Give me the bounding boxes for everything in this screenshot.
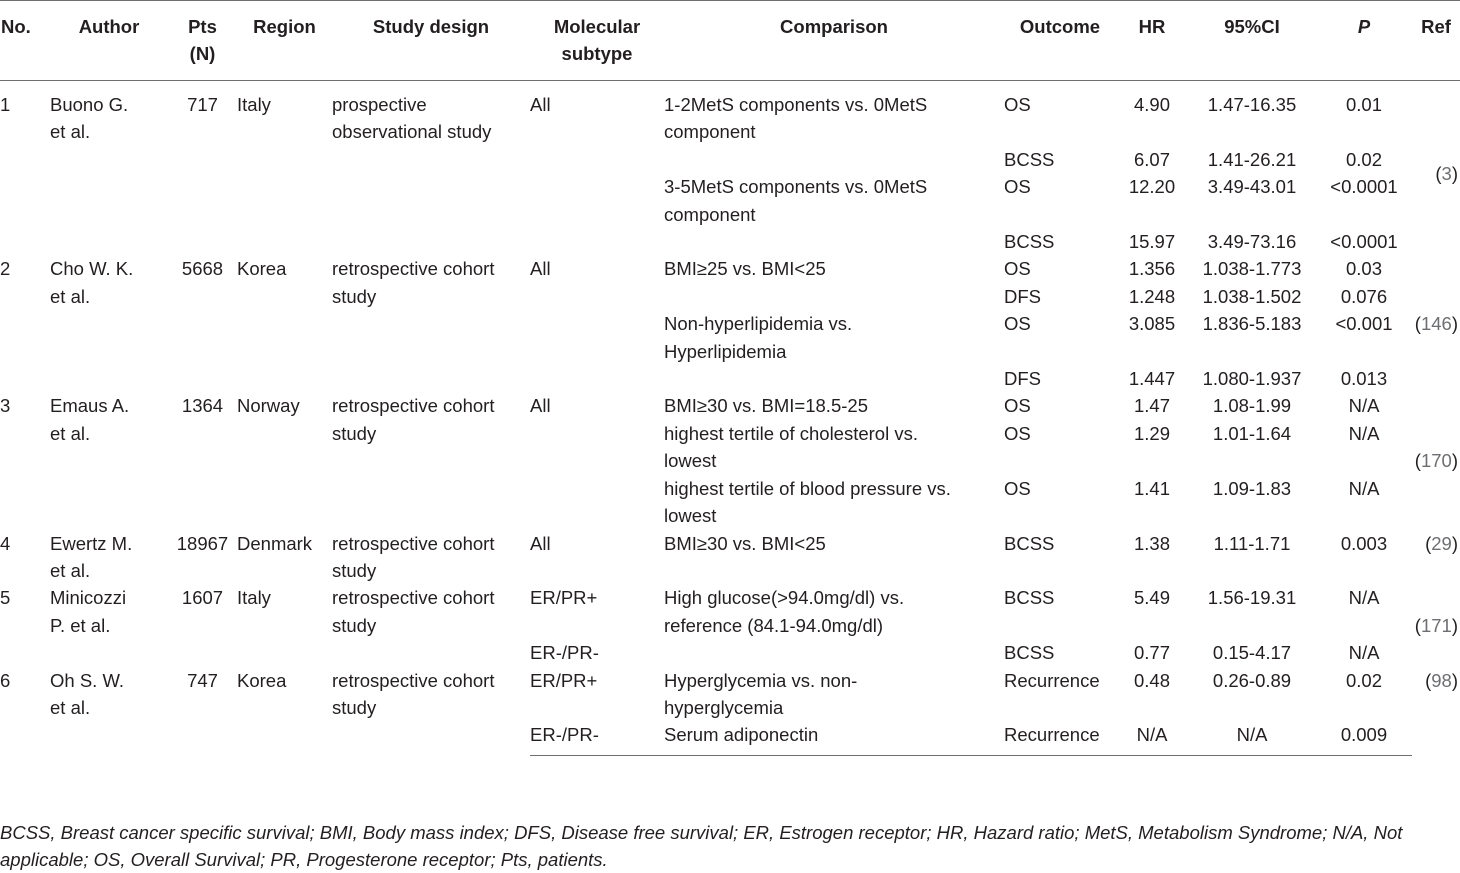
table-row (0, 81, 1460, 146)
study-region: Italy (237, 587, 271, 609)
study-author (50, 392, 168, 529)
molecular-subtype (530, 365, 664, 392)
comparison-line1: High glucose(>94.0mg/dl) vs. (664, 587, 905, 609)
study-no: 1 (0, 94, 11, 115)
confidence-interval: 1.038-1.773 (1202, 258, 1302, 280)
comparison (664, 667, 1004, 722)
header-study-design: Study design (332, 1, 530, 81)
molecular-subtype: All (530, 395, 551, 417)
comparison-line2: component (664, 203, 756, 225)
molecular-subtype (530, 173, 664, 228)
outcome: BCSS (1004, 642, 1055, 664)
study-author-line2: et al. (50, 422, 91, 444)
study-design (332, 584, 530, 666)
comparison-line1: highest tertile of cholesterol vs. (664, 422, 918, 444)
hazard-ratio: 1.47 (1133, 395, 1170, 417)
hazard-ratio: 0.48 (1133, 669, 1170, 691)
outcome: DFS (1004, 368, 1041, 390)
confidence-interval: 0.15-4.17 (1212, 642, 1292, 664)
study-pts: 5668 (181, 258, 224, 280)
reference-number[interactable]: 170 (1420, 450, 1452, 472)
outcome: BCSS (1004, 148, 1055, 170)
study-author (50, 81, 168, 256)
comparison-line2: lowest (664, 505, 717, 527)
reference-number[interactable]: 29 (1431, 532, 1452, 554)
outcome: BCSS (1004, 231, 1055, 253)
comparison-line1: BMI≥25 vs. BMI<25 (664, 258, 826, 280)
comparison-line2: lowest (664, 450, 717, 472)
header-ci: 95%CI (1188, 1, 1316, 81)
header-pts-line2: (N) (189, 43, 216, 64)
molecular-subtype (530, 420, 664, 475)
confidence-interval: 1.836-5.183 (1202, 313, 1302, 335)
table-row (0, 255, 1460, 282)
ref-open-paren: ( (1425, 669, 1432, 691)
study-no: 2 (0, 258, 11, 280)
study-author-line1: Minicozzi (50, 587, 127, 609)
study-pts: 1607 (181, 587, 224, 609)
comparison-line1: BMI≥30 vs. BMI<25 (664, 532, 826, 554)
reference (1412, 530, 1460, 585)
study-design-line2: study (332, 285, 377, 307)
header-pts (168, 1, 237, 81)
study-design (332, 392, 530, 529)
confidence-interval: 0.26-0.89 (1212, 669, 1292, 691)
p-value: 0.003 (1340, 532, 1388, 554)
reference (1412, 81, 1460, 256)
molecular-subtype: All (530, 94, 551, 115)
header-region: Region (237, 1, 332, 81)
study-design-line1: prospective (332, 94, 427, 115)
confidence-interval: 1.080-1.937 (1202, 368, 1302, 390)
p-value: <0.0001 (1330, 231, 1398, 253)
study-author (50, 530, 168, 585)
outcome: BCSS (1004, 587, 1055, 609)
hazard-ratio: N/A (1116, 721, 1188, 755)
ref-close-paren: ) (1451, 450, 1458, 472)
reference-number[interactable]: 98 (1431, 669, 1452, 691)
reference (1412, 255, 1460, 392)
outcome: OS (1004, 313, 1031, 335)
table-row (0, 530, 1460, 585)
study-design-line2: study (332, 696, 377, 718)
molecular-subtype: All (530, 258, 551, 280)
table-body (0, 81, 1460, 756)
p-value: N/A (1348, 422, 1380, 444)
header-comparison: Comparison (664, 1, 1004, 81)
study-region: Korea (237, 669, 287, 691)
ref-close-paren: ) (1451, 669, 1458, 691)
comparison (664, 584, 1004, 639)
study-no: 4 (0, 532, 11, 554)
outcome: OS (1004, 395, 1031, 417)
header-pts-line1: Pts (188, 16, 217, 37)
study-design (332, 667, 530, 756)
study-design-line1: retrospective cohort (332, 258, 495, 280)
confidence-interval: 1.11-1.71 (1213, 532, 1291, 554)
header-molecular-subtype (530, 1, 664, 81)
study-pts: 717 (187, 94, 218, 115)
outcome: Recurrence (1004, 669, 1100, 691)
comparison (664, 173, 1004, 228)
hazard-ratio: 0.77 (1133, 642, 1170, 664)
ref-close-paren: ) (1451, 532, 1458, 554)
comparison-line2: reference (84.1-94.0mg/dl) (664, 614, 884, 636)
header-outcome: Outcome (1004, 1, 1116, 81)
hazard-ratio: 1.29 (1133, 422, 1170, 444)
confidence-interval: 1.01-1.64 (1212, 422, 1292, 444)
study-design-line1: retrospective cohort (332, 669, 495, 691)
outcome: OS (1004, 94, 1031, 115)
p-value: N/A (1348, 477, 1380, 499)
outcome: OS (1004, 477, 1031, 499)
comparison-line1: 1-2MetS components vs. 0MetS (664, 94, 928, 115)
comparison-line1: highest tertile of blood pressure vs. (664, 477, 951, 499)
ref-open-paren: ( (1414, 614, 1421, 636)
study-region: Denmark (237, 532, 313, 554)
comparison (664, 639, 1004, 666)
hazard-ratio: 15.97 (1128, 231, 1176, 253)
outcome: DFS (1004, 285, 1041, 307)
study-author-line1: Ewertz M. (50, 532, 133, 554)
header-no: No. (0, 1, 50, 81)
study-no: 5 (0, 587, 11, 609)
study-no: 6 (0, 669, 11, 691)
study-author-line2: et al. (50, 285, 91, 307)
study-region: Italy (237, 94, 271, 115)
comparison-line1: Serum adiponectin (664, 724, 819, 746)
confidence-interval: 3.49-73.16 (1207, 231, 1297, 253)
outcome: Recurrence (1004, 721, 1116, 755)
study-no: 3 (0, 395, 11, 417)
comparison-line1: BMI≥30 vs. BMI=18.5-25 (664, 395, 868, 417)
reference-number[interactable]: 146 (1420, 313, 1452, 335)
molecular-subtype (530, 310, 664, 365)
study-pts: 747 (187, 669, 218, 691)
comparison (664, 81, 1004, 146)
comparison-line2: hyperglycemia (664, 696, 784, 718)
hazard-ratio: 5.49 (1133, 587, 1170, 609)
hazard-ratio: 1.41 (1133, 477, 1170, 499)
study-pts: 18967 (176, 532, 229, 554)
study-design (332, 81, 530, 256)
comparison (664, 310, 1004, 365)
p-value: 0.02 (1345, 148, 1382, 170)
molecular-subtype (530, 146, 664, 173)
comparison (664, 365, 1004, 392)
hazard-ratio: 1.38 (1133, 532, 1170, 554)
study-author-line2: et al. (50, 559, 91, 581)
study-design-line2: study (332, 559, 377, 581)
molecular-subtype: ER-/PR- (530, 642, 599, 664)
comparison-line1: Hyperglycemia vs. non- (664, 669, 858, 691)
p-value: 0.02 (1345, 669, 1382, 691)
table-header (0, 1, 1460, 81)
p-value: 0.076 (1340, 285, 1388, 307)
reference (1412, 392, 1460, 529)
reference-number[interactable]: 171 (1420, 614, 1452, 636)
confidence-interval: 1.41-26.21 (1207, 148, 1297, 170)
study-design-line1: retrospective cohort (332, 395, 495, 417)
study-author-line1: Emaus A. (50, 395, 130, 417)
ref-open-paren: ( (1435, 162, 1442, 184)
confidence-interval: 1.56-19.31 (1207, 587, 1297, 609)
comparison-line1: Non-hyperlipidemia vs. (664, 313, 853, 335)
confidence-interval: 1.47-16.35 (1207, 94, 1297, 115)
p-value: N/A (1348, 587, 1380, 609)
study-region: Norway (237, 395, 300, 417)
study-author-line1: Buono G. (50, 94, 129, 115)
study-author-line1: Cho W. K. (50, 258, 134, 280)
study-design-line2: study (332, 614, 377, 636)
study-design-line1: retrospective cohort (332, 587, 495, 609)
molecular-subtype: ER-/PR- (530, 721, 664, 755)
study-author (50, 584, 168, 666)
study-author-line1: Oh S. W. (50, 669, 125, 691)
study-design (332, 530, 530, 585)
study-design-line2: observational study (332, 121, 492, 143)
study-author (50, 667, 168, 756)
table-row (0, 584, 1460, 639)
reference (1412, 667, 1460, 756)
study-author-line2: et al. (50, 121, 91, 143)
p-value: 0.009 (1316, 721, 1412, 755)
outcome: OS (1004, 422, 1031, 444)
confidence-interval: N/A (1188, 721, 1316, 755)
p-value: <0.001 (1335, 313, 1393, 335)
study-author-line2: P. et al. (50, 614, 111, 636)
outcome: BCSS (1004, 532, 1055, 554)
study-author-line2: et al. (50, 696, 91, 718)
comparison (664, 530, 1004, 585)
molecular-subtype: ER/PR+ (530, 587, 598, 609)
header-p-value: P (1316, 1, 1412, 81)
header-author: Author (50, 1, 168, 81)
outcome: OS (1004, 176, 1031, 198)
header-hr: HR (1116, 1, 1188, 81)
p-value: N/A (1348, 642, 1380, 664)
hazard-ratio: 12.20 (1128, 176, 1176, 198)
hazard-ratio: 4.90 (1133, 94, 1170, 115)
confidence-interval: 3.49-43.01 (1207, 176, 1297, 198)
comparison-line2: Hyperlipidemia (664, 340, 787, 362)
ref-close-paren: ) (1451, 162, 1458, 184)
reference-number[interactable]: 3 (1441, 162, 1452, 184)
molecular-subtype: ER/PR+ (530, 669, 598, 691)
outcome: OS (1004, 258, 1031, 280)
comparison-line2: component (664, 121, 756, 143)
comparison (664, 146, 1004, 173)
molecular-subtype (530, 228, 664, 255)
table-footnote: BCSS, Breast cancer specific survival; BMI, Body mass index; DFS, Disease free survival; ER, Estrogen receptor; HR, Hazard ratio; MetS, Metabolism Syndrome; N/A, Not applicable; OS, Overall Survival; PR, Progesterone receptor; Pts, patients. (0, 822, 1403, 870)
confidence-interval: 1.08-1.99 (1212, 395, 1292, 417)
hazard-ratio: 1.248 (1128, 285, 1176, 307)
study-design (332, 255, 530, 392)
comparison (664, 228, 1004, 255)
ref-open-paren: ( (1425, 532, 1432, 554)
p-value: 0.03 (1345, 258, 1382, 280)
study-design-line1: retrospective cohort (332, 532, 495, 554)
comparison (664, 255, 1004, 282)
comparison (664, 721, 1004, 755)
hazard-ratio: 1.356 (1128, 258, 1176, 280)
p-value: N/A (1348, 395, 1380, 417)
p-value: 0.013 (1340, 368, 1388, 390)
confidence-interval: 1.09-1.83 (1212, 477, 1292, 499)
molecular-subtype: All (530, 532, 551, 554)
hazard-ratio: 3.085 (1128, 313, 1176, 335)
comparison (664, 392, 1004, 419)
reference (1412, 584, 1460, 666)
molecular-subtype (530, 283, 664, 310)
comparison (664, 475, 1004, 530)
hazard-ratio: 1.447 (1128, 368, 1176, 390)
ref-open-paren: ( (1414, 313, 1421, 335)
p-value: <0.0001 (1330, 176, 1398, 198)
hazard-ratio: 6.07 (1133, 148, 1170, 170)
header-molecular-line2: subtype (561, 43, 633, 64)
confidence-interval: 1.038-1.502 (1202, 285, 1302, 307)
study-design-line2: study (332, 422, 377, 444)
p-value: 0.01 (1345, 94, 1382, 115)
study-author (50, 255, 168, 392)
comparison (664, 420, 1004, 475)
study-pts: 1364 (181, 395, 224, 417)
table-row (0, 667, 1460, 722)
study-region: Korea (237, 258, 287, 280)
table-row (0, 392, 1460, 419)
ref-close-paren: ) (1451, 614, 1458, 636)
comparison (664, 283, 1004, 310)
molecular-subtype (530, 475, 664, 530)
comparison-line1: 3-5MetS components vs. 0MetS (664, 176, 928, 198)
ref-open-paren: ( (1414, 450, 1421, 472)
ref-close-paren: ) (1451, 313, 1458, 335)
header-molecular-line1: Molecular (553, 16, 641, 37)
header-ref: Ref (1412, 1, 1460, 81)
